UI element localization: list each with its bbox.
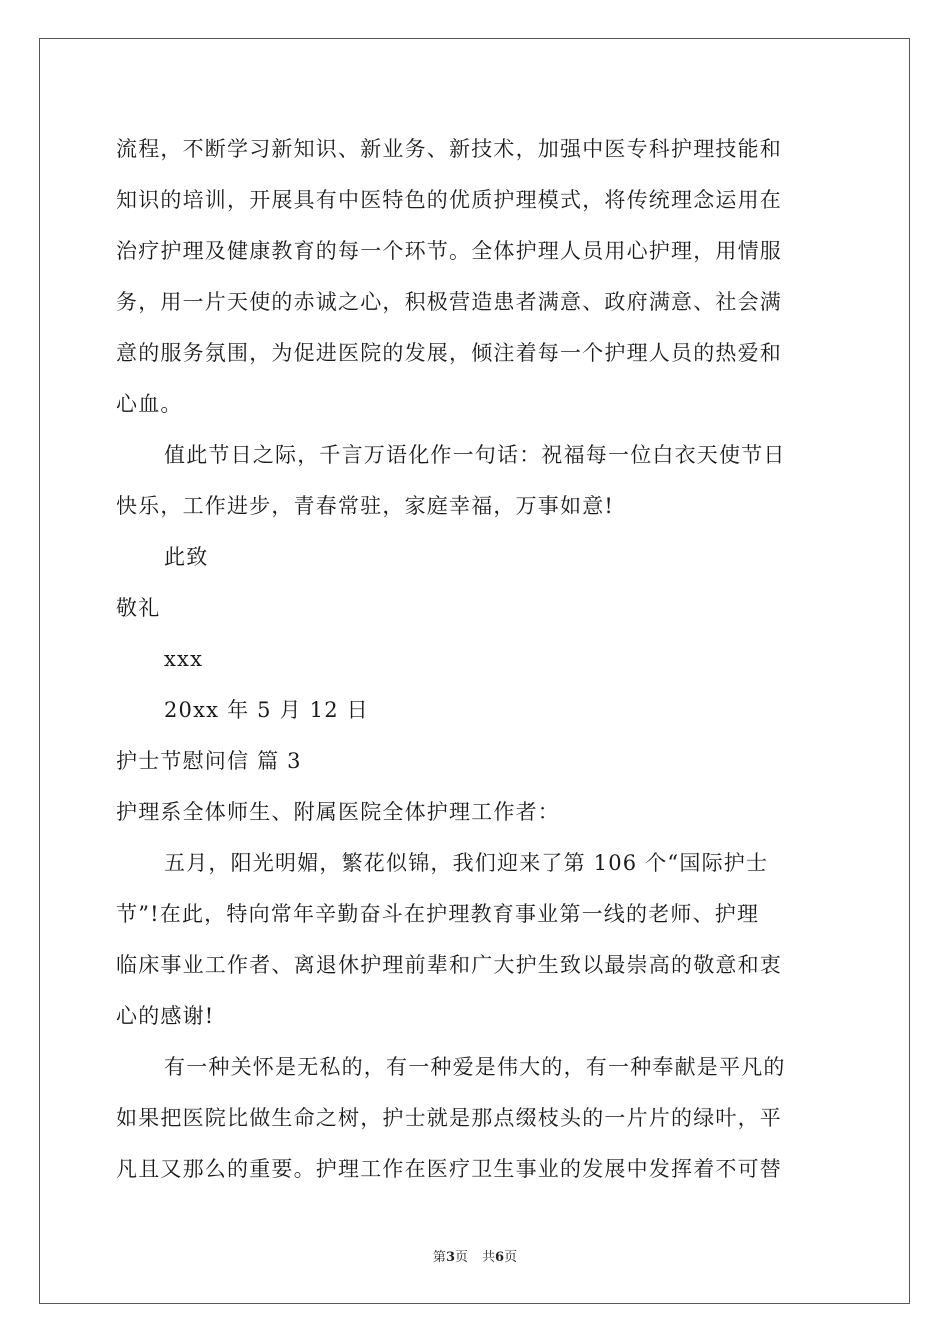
total-prefix: 共 [482, 1250, 496, 1265]
page-footer [0, 1246, 950, 1265]
body-line: 凡且又那么的重要。护理工作在医疗卫生事业的发展中发挥着不可替 [116, 1157, 782, 1181]
body-line: 治疗护理及健康教育的每一个环节。全体护理人员用心护理，用情服 [116, 239, 782, 263]
total-suffix: 页 [504, 1250, 518, 1265]
body-line: 节”!在此，特向常年辛勤奋斗在护理教育事业第一线的老师、护理 [116, 902, 760, 926]
paragraph-start: 值此节日之际，千言万语化作一句话：祝福每一位白衣天使节日 [164, 443, 786, 467]
body-line: 如果把医院比做生命之树，护士就是那点缀枝头的一片片的绿叶，平 [116, 1106, 782, 1130]
page-prefix: 第 [432, 1250, 446, 1265]
closing-salutation: 此致 [164, 545, 209, 569]
letter-addressee: 护理系全体师生、附属医院全体护理工作者： [116, 800, 560, 824]
closing-regards: 敬礼 [116, 596, 161, 620]
letter-date: 20xx 年 5 月 12 日 [164, 698, 369, 722]
page-suffix: 页 [454, 1250, 468, 1265]
body-line: 务，用一片天使的赤诚之心，积极营造患者满意、政府满意、社会满 [116, 290, 782, 314]
body-line: 快乐，工作进步，青春常驻，家庭幸福，万事如意! [116, 494, 615, 518]
body-line: 心的感谢! [116, 1004, 215, 1028]
paragraph-start: 五月，阳光明媚，繁花似锦，我们迎来了第 106 个“国际护士 [164, 851, 769, 875]
body-line: 心血。 [116, 392, 183, 416]
body-line: 流程，不断学习新知识、新业务、新技术，加强中医专科护理技能和 [116, 137, 782, 161]
current-page-number: 3 [445, 1250, 455, 1265]
paragraph-start: 有一种关怀是无私的，有一种爱是伟大的，有一种奉献是平凡的 [164, 1055, 786, 1079]
document-body [116, 124, 836, 1195]
body-line: 知识的培训，开展具有中医特色的优质护理模式，将传统理念运用在 [116, 188, 782, 212]
total-page-number: 6 [495, 1250, 505, 1265]
signature: xxx [164, 647, 204, 671]
body-line: 意的服务氛围，为促进医院的发展，倾注着每一个护理人员的热爱和 [116, 341, 782, 365]
body-line: 临床事业工作者、离退休护理前辈和广大护生致以最崇高的敬意和衷 [116, 953, 782, 977]
section-title: 护士节慰问信 篇 3 [116, 749, 302, 773]
